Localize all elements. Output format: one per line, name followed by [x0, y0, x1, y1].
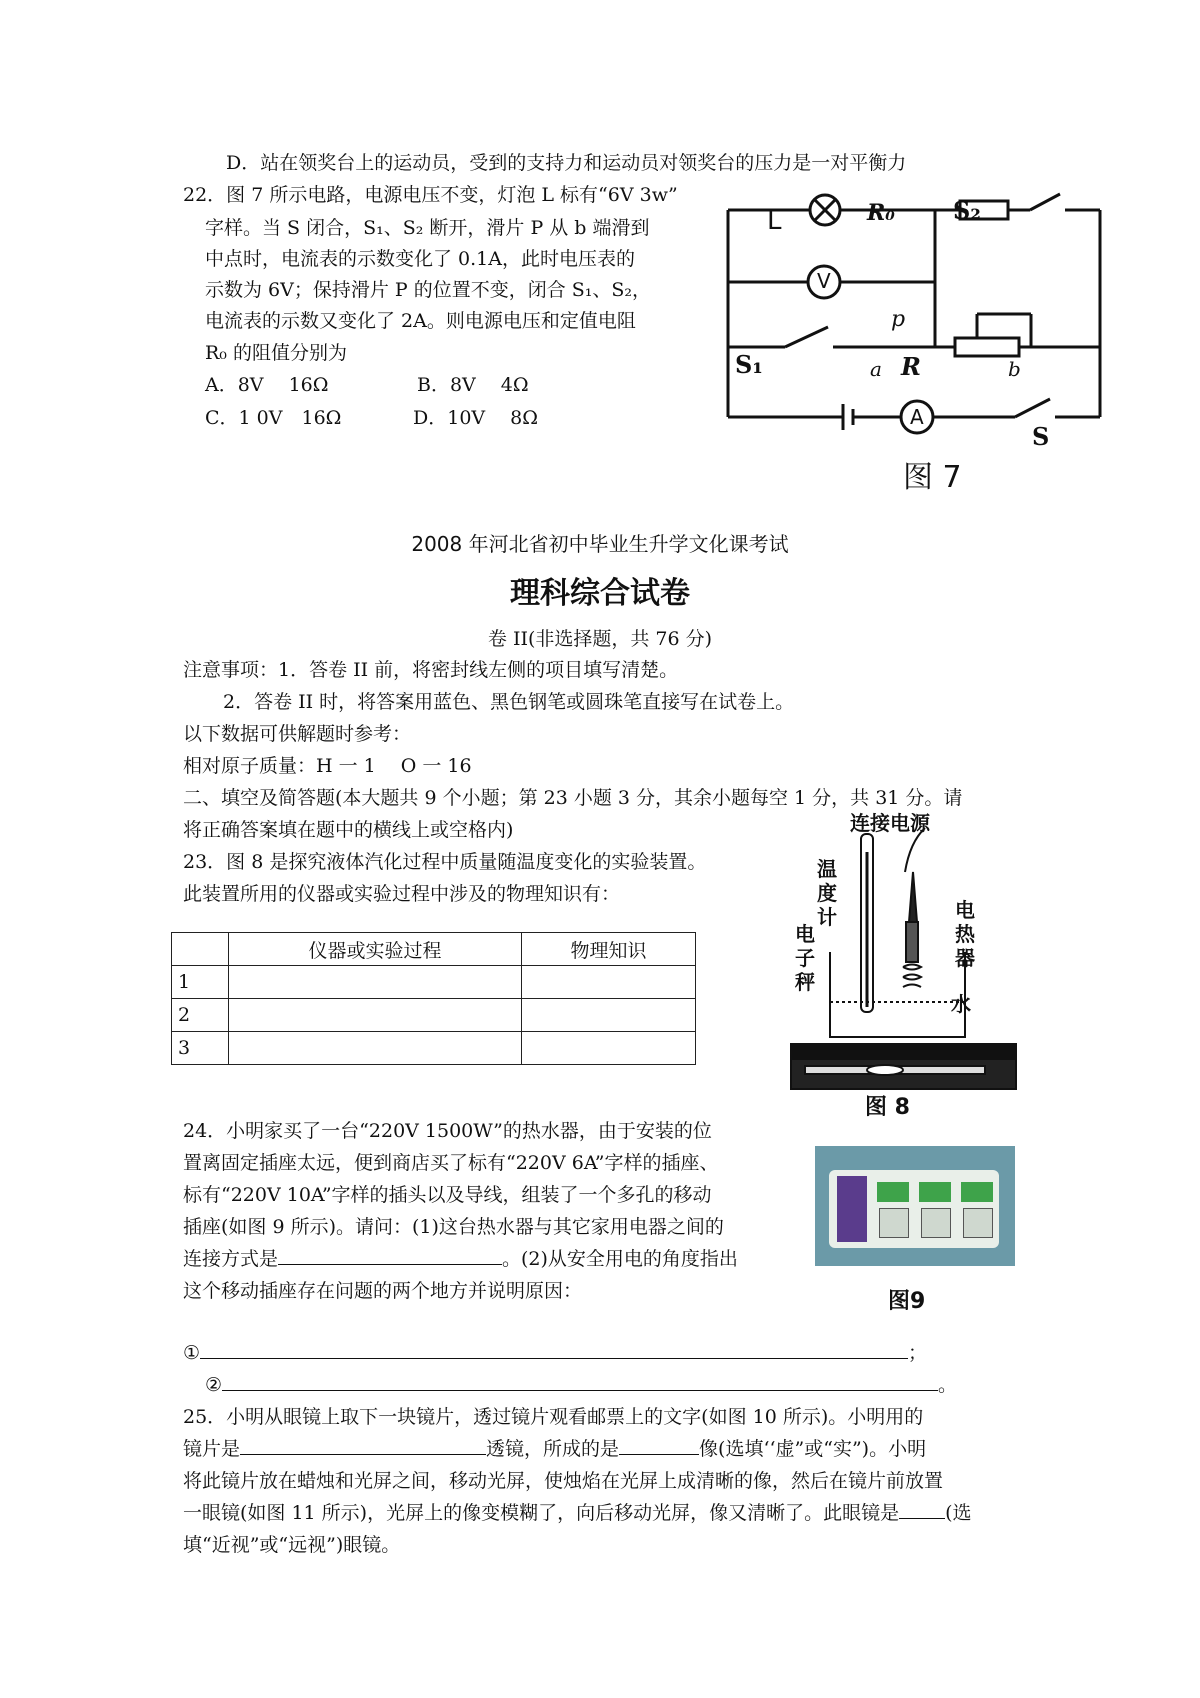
- fig7-label-r0: R₀: [867, 200, 895, 226]
- answer-2-end: 。: [938, 1374, 958, 1396]
- paper-title: 理科综合试卷: [510, 576, 690, 611]
- notes-line-4: 相对原子质量：H 一 1 O 一 16: [183, 755, 472, 777]
- q24-line5-a: 连接方式是: [183, 1248, 279, 1270]
- figure-7-circuit: [725, 180, 1125, 495]
- answer-1-blank[interactable]: [200, 1340, 908, 1359]
- socket-indicator: [919, 1182, 951, 1202]
- q22-option-b: B．8V 4Ω: [417, 374, 529, 396]
- q22-line: 示数为 6V；保持滑片 P 的位置不变，闭合 S₁、S₂，: [205, 279, 652, 301]
- fig8-caption: 图 8: [865, 1095, 910, 1120]
- table-row: [172, 966, 696, 999]
- table-header-cell: 仪器或实验过程: [229, 933, 522, 966]
- fig7-label-r: R: [901, 352, 921, 381]
- fig7-label-lamp: L: [767, 206, 782, 236]
- fig7-label-p: p: [891, 307, 906, 332]
- q21-option-d: D．站在领奖台上的运动员，受到的支持力和运动员对领奖台的压力是一对平衡力: [226, 152, 907, 174]
- table-row: [172, 1032, 696, 1065]
- answer-2-blank[interactable]: [222, 1372, 938, 1391]
- socket-indicator: [961, 1182, 993, 1202]
- q25-blank-glasses-type[interactable]: [899, 1500, 945, 1519]
- q25-line-4: [183, 1498, 972, 1525]
- fig7-label-s2: S₂: [953, 196, 981, 225]
- power-strip-switch: [837, 1176, 867, 1242]
- socket: [921, 1208, 951, 1238]
- table-row: [172, 999, 696, 1032]
- table-header-cell: [172, 933, 229, 966]
- q25-line-2: [183, 1434, 926, 1461]
- q24-line: 标有“220V 10A”字样的插头以及导线，组装了一个多孔的移动: [183, 1184, 712, 1206]
- fig8-label-scale: 电子秤: [795, 922, 815, 994]
- answer-cell[interactable]: [522, 966, 696, 999]
- row-number: 2: [172, 999, 229, 1032]
- exam-name: 2008 年河北省初中毕业生升学文化课考试: [411, 532, 789, 556]
- answer-1-end: ；: [908, 1342, 928, 1364]
- q24-line: 24．小明家买了一台“220V 1500W”的热水器，由于安装的位: [183, 1120, 712, 1142]
- q24-line5-b: 。(2)从安全用电的角度指出: [502, 1248, 738, 1270]
- volume-title: 卷 II(非选择题，共 76 分): [487, 628, 713, 650]
- table-header-cell: 物理知识: [522, 933, 696, 966]
- q22-line: 22．图 7 所示电路，电源电压不变，灯泡 L 标有“6V 3w”: [183, 184, 678, 206]
- q24-answer-2: [205, 1370, 957, 1397]
- q24-line-5: [183, 1244, 738, 1271]
- socket: [963, 1208, 993, 1238]
- q24-line: 置离固定插座太远，便到商店买了标有“220V 6A”字样的插座、: [183, 1152, 719, 1174]
- fig7-label-ammeter: A: [910, 405, 924, 429]
- answer-1-mark: ①: [183, 1342, 201, 1364]
- notes-line-3: 以下数据可供解题时参考：: [183, 723, 412, 745]
- answer-cell[interactable]: [229, 1032, 522, 1065]
- answer-cell[interactable]: [229, 966, 522, 999]
- row-number: 3: [172, 1032, 229, 1065]
- q22-line: R₀ 的阻值分别为: [205, 342, 347, 364]
- figure-8-apparatus: [785, 811, 1030, 1120]
- row-number: 1: [172, 966, 229, 999]
- q25-line-1: 25．小明从眼镜上取下一块镜片，透过镜片观看邮票上的文字(如图 10 所示)。小明用的: [183, 1406, 924, 1428]
- q22-option-c: C．1 0V 16Ω: [205, 407, 342, 429]
- q22-line: 字样。当 S 闭合，S₁、S₂ 断开，滑片 P 从 b 端滑到: [205, 217, 650, 239]
- notes-line-2: 2．答卷 II 时，将答案用蓝色、黑色钢笔或圆珠笔直接写在试卷上。: [223, 691, 795, 713]
- q25-line2-a: 镜片是: [183, 1438, 241, 1460]
- q22-option-a: A．8V 16Ω: [205, 374, 329, 396]
- section2-line-1: 二、填空及简答题(本大题共 9 个小题；第 23 小题 3 分，其余小题每空 1 分，共 31 分。请: [183, 787, 963, 809]
- figure-9-photo: [815, 1146, 1015, 1266]
- q25-line2-b: 透镜，所成的是: [486, 1438, 620, 1460]
- q25-line4-a: 一眼镜(如图 11 所示)，光屏上的像变模糊了，向后移动光屏，像又清晰了。此眼镜是: [183, 1502, 900, 1524]
- fig7-label-a: a: [870, 357, 882, 381]
- q25-line-5: 填“近视”或“远视”)眼镜。: [183, 1534, 401, 1556]
- q24-line-6: 这个移动插座存在问题的两个地方并说明原因：: [183, 1280, 583, 1302]
- socket: [879, 1208, 909, 1238]
- q22-line: 中点时，电流表的示数变化了 0.1A，此时电压表的: [205, 248, 635, 270]
- q24-blank-connection[interactable]: [278, 1246, 502, 1265]
- q25-line-3: 将此镜片放在蜡烛和光屏之间，移动光屏，使烛焰在光屏上成清晰的像，然后在镜片前放置: [183, 1470, 944, 1492]
- answer-cell[interactable]: [229, 999, 522, 1032]
- fig7-label-b: b: [1008, 357, 1021, 381]
- fig8-label-thermometer: 温度计: [817, 857, 837, 929]
- fig8-label-water: 水: [951, 992, 971, 1016]
- section2-line-2: 将正确答案填在题中的横线上或空格内): [183, 819, 514, 841]
- q25-blank-image-type[interactable]: [619, 1436, 699, 1455]
- fig7-label-s1: S₁: [735, 350, 763, 379]
- q23-line-2: 此装置所用的仪器或实验过程中涉及的物理知识有：: [183, 883, 621, 905]
- q23-answer-table: [171, 932, 696, 1065]
- q24-line: 插座(如图 9 所示)。请问：(1)这台热水器与其它家用电器之间的: [183, 1216, 724, 1238]
- q22-option-d: D．10V 8Ω: [413, 407, 539, 429]
- q25-blank-lens-type[interactable]: [240, 1436, 486, 1455]
- answer-cell[interactable]: [522, 999, 696, 1032]
- notes-line-1: 注意事项：1．答卷 II 前，将密封线左侧的项目填写清楚。: [183, 659, 679, 681]
- fig8-label-heater: 电热器: [955, 898, 975, 970]
- q25-line2-c: 像(选填‘‘虚”或“实”)。小明: [699, 1438, 927, 1460]
- answer-cell[interactable]: [522, 1032, 696, 1065]
- fig7-label-s: S: [1032, 422, 1050, 451]
- q22-line: 电流表的示数又变化了 2A。则电源电压和定值电阻: [205, 310, 636, 332]
- fig8-label-power: 连接电源: [850, 811, 930, 835]
- fig7-caption: 图 7: [903, 460, 962, 495]
- socket-indicator: [877, 1182, 909, 1202]
- q23-line-1: 23．图 8 是探究液体汽化过程中质量随温度变化的实验装置。: [183, 851, 707, 873]
- answer-2-mark: ②: [205, 1374, 223, 1396]
- q25-line4-b: (选: [945, 1502, 972, 1524]
- q24-answer-1: [183, 1338, 927, 1365]
- fig9-caption: 图9: [888, 1289, 926, 1314]
- fig7-label-voltmeter: V: [817, 269, 831, 293]
